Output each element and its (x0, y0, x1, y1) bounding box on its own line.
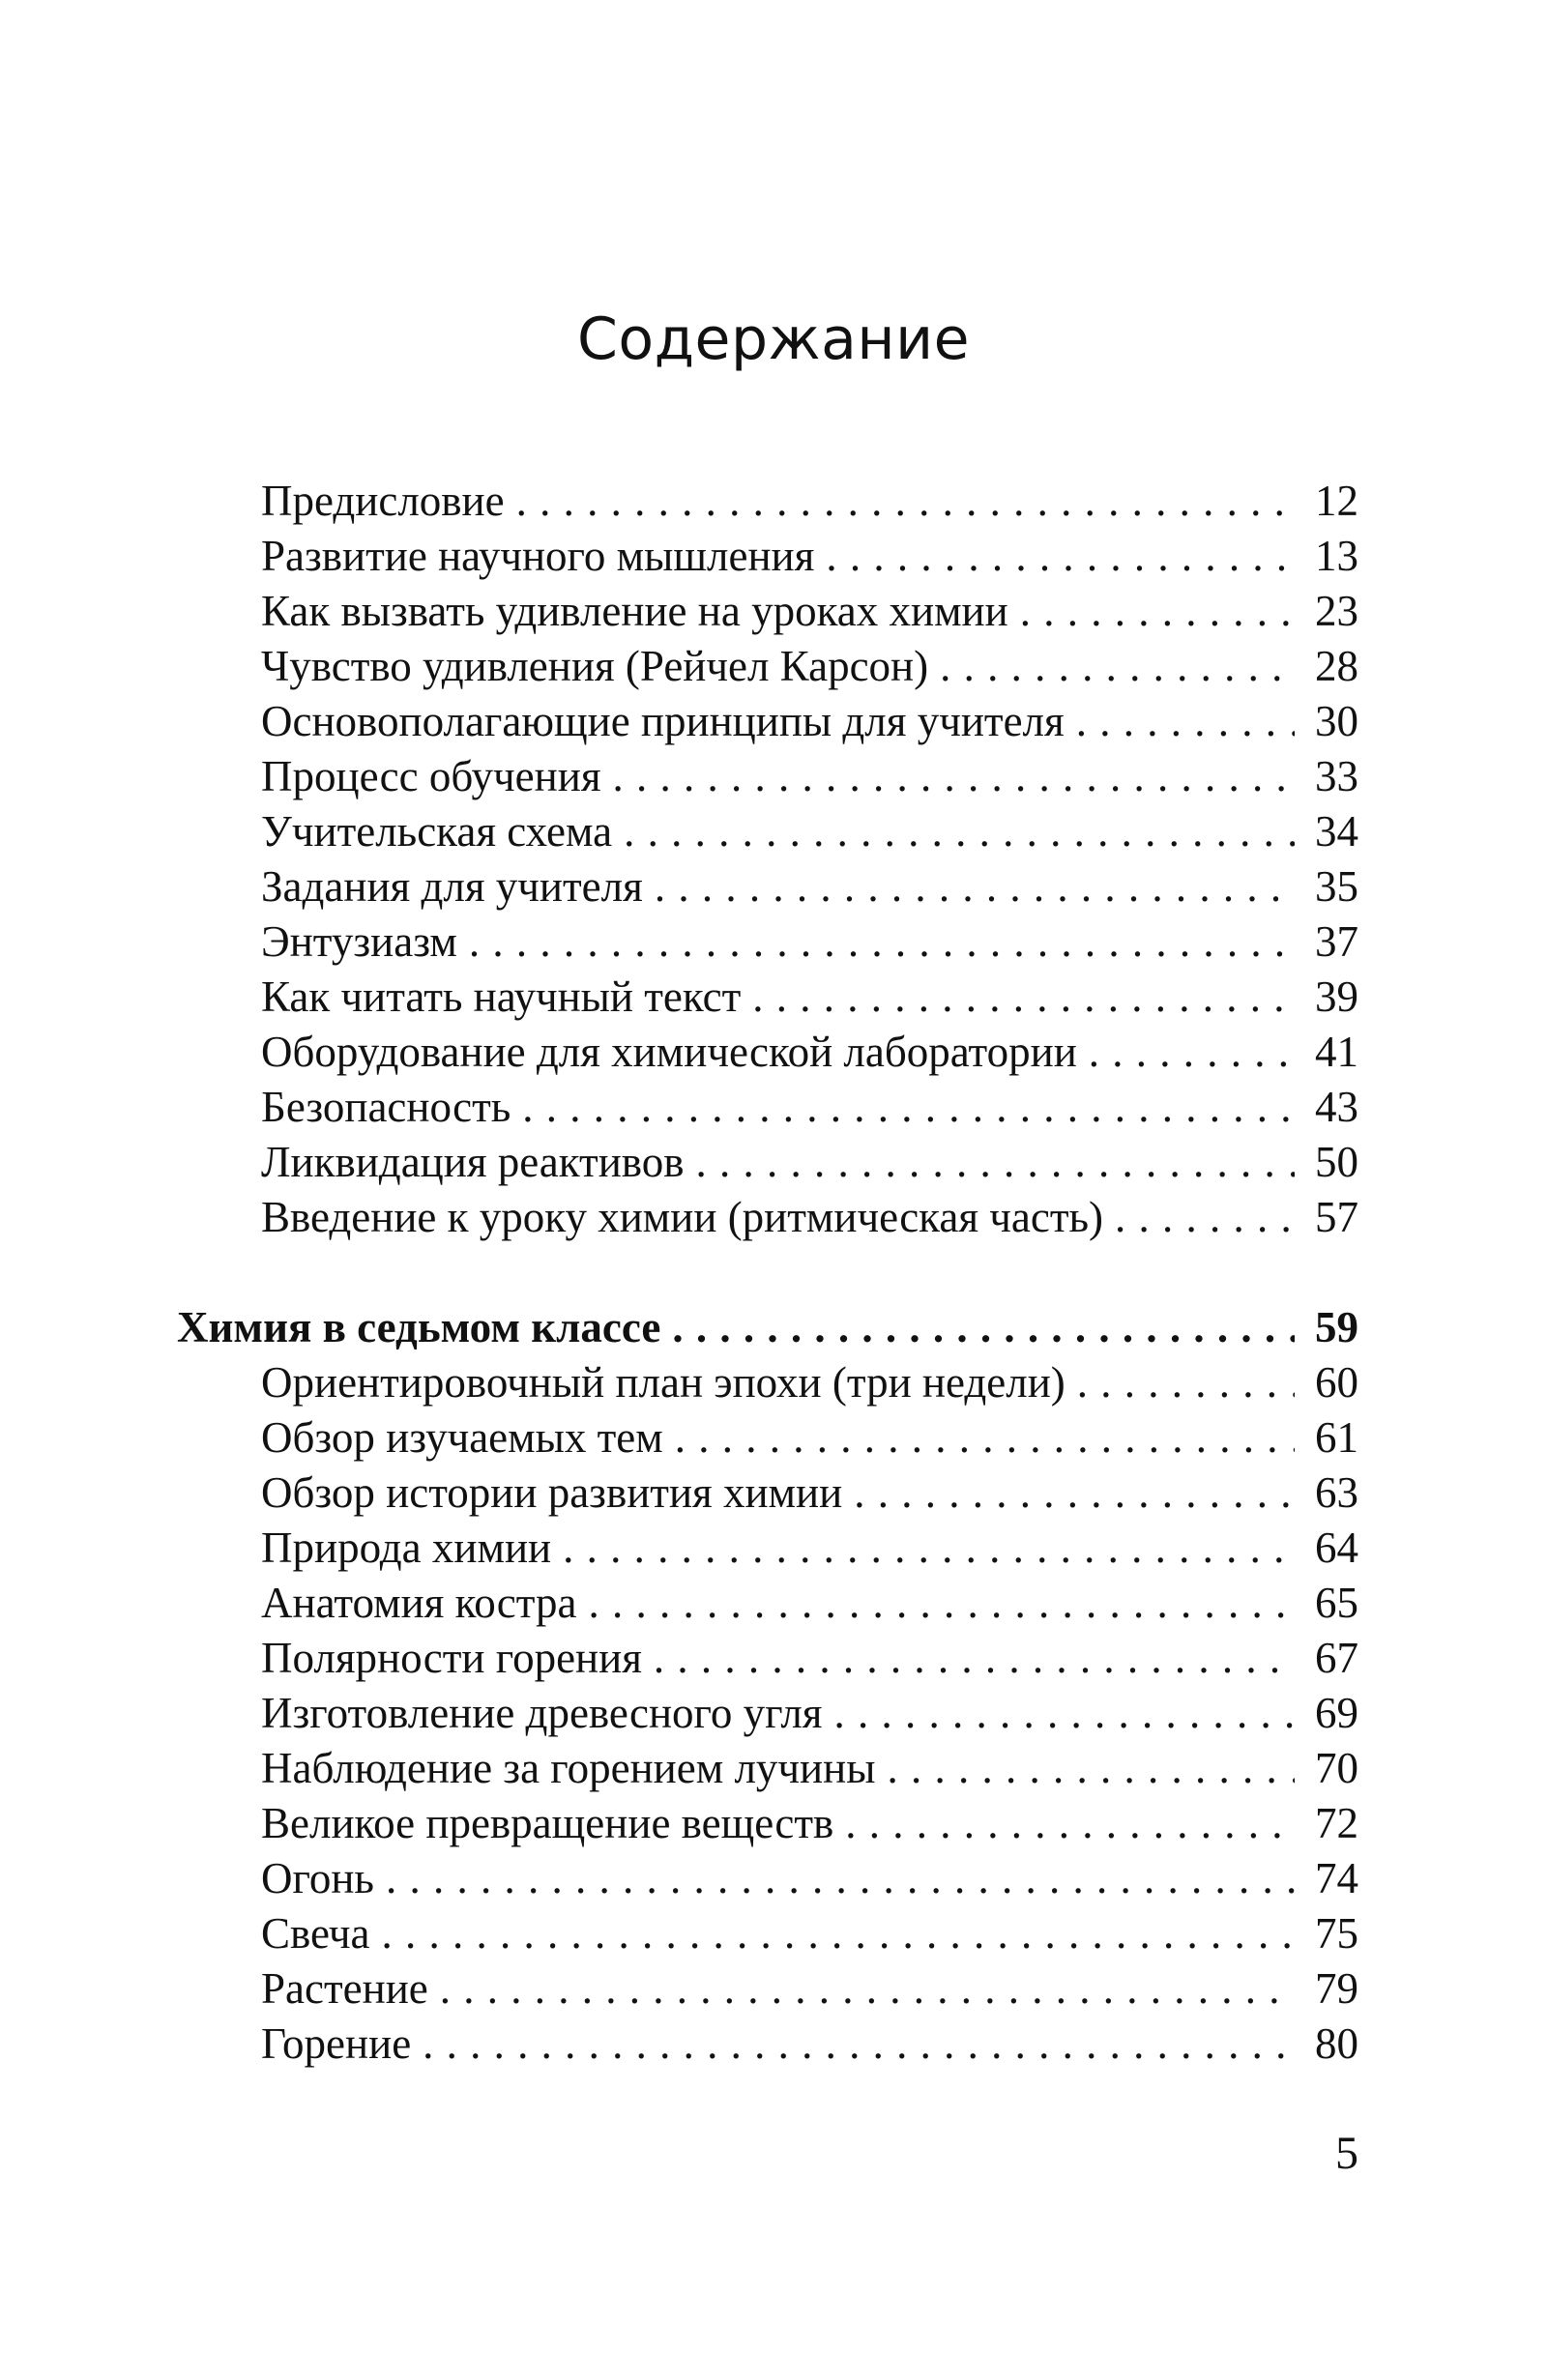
toc-entry-label: Ликвидация реактивов (261, 1138, 685, 1186)
dot-leader (522, 1080, 1295, 1134)
toc-entry (261, 639, 1358, 693)
dot-leader (386, 1851, 1295, 1905)
toc-entry-label: Процесс обучения (261, 752, 601, 800)
toc-entry-label: Как читать научный текст (261, 972, 742, 1021)
toc-entry-label: Наблюдение за горением лучины (261, 1744, 876, 1792)
toc-entry-page: 79 (1315, 1964, 1358, 2013)
dot-leader (752, 970, 1295, 1024)
dot-leader (516, 474, 1295, 528)
toc-entry-page: 30 (1315, 697, 1358, 745)
dot-leader (833, 1686, 1295, 1740)
dot-leader (826, 529, 1295, 583)
toc-entry-label: Горение (261, 2019, 412, 2068)
toc-entry (261, 1025, 1358, 1079)
dot-leader (588, 1576, 1295, 1630)
toc-entry (261, 970, 1358, 1024)
toc-entry (261, 1961, 1358, 2016)
dot-leader (1077, 1355, 1295, 1409)
toc-entry (261, 529, 1358, 583)
toc-entry (261, 749, 1358, 803)
dot-leader (672, 1300, 1295, 1354)
toc-entry (261, 1796, 1358, 1850)
toc-entry-label: Анатомия костра (261, 1579, 577, 1627)
toc-entry-label: Изготовление древесного угля (261, 1689, 823, 1737)
dot-leader (563, 1521, 1295, 1575)
toc-entry-label: Свеча (261, 1909, 370, 1958)
toc-entry-label: Полярности горения (261, 1634, 642, 1682)
toc-entry (261, 1355, 1358, 1409)
dot-leader (675, 1410, 1295, 1465)
dot-leader (1115, 1190, 1295, 1244)
toc-entry (261, 2017, 1358, 2071)
toc-entry-page: 13 (1315, 532, 1358, 580)
toc-entry-label: Ориентировочный план эпохи (три недели) (261, 1358, 1065, 1407)
toc-entry-page: 50 (1315, 1138, 1358, 1186)
dot-leader (469, 914, 1295, 969)
toc-entry (261, 1521, 1358, 1575)
toc-entry-page: 34 (1315, 807, 1358, 856)
dot-leader (695, 1135, 1295, 1189)
toc-entry-page: 64 (1315, 1524, 1358, 1572)
toc-entry-label: Развитие научного мышления (261, 532, 815, 580)
toc-entry-page: 61 (1315, 1413, 1358, 1462)
toc-entry-label: Растение (261, 1964, 428, 2013)
dot-leader (854, 1466, 1295, 1520)
toc-entry-label: Обзор изучаемых тем (261, 1413, 663, 1462)
toc-entry (261, 859, 1358, 914)
toc-entry-page: 41 (1315, 1028, 1358, 1076)
toc-entry (261, 584, 1358, 638)
dot-leader (940, 639, 1295, 693)
toc-entry-page: 65 (1315, 1579, 1358, 1627)
toc-entry-label: Огонь (261, 1854, 374, 1902)
toc-entry-page: 63 (1315, 1468, 1358, 1517)
toc-entry-page: 57 (1315, 1193, 1358, 1241)
toc-entry (261, 914, 1358, 969)
toc-entry-page: 72 (1315, 1799, 1358, 1847)
toc-entry (261, 1906, 1358, 1960)
toc-entry (261, 694, 1358, 748)
toc-entry-page: 43 (1315, 1083, 1358, 1131)
dot-leader (655, 859, 1295, 914)
toc-entry-page: 39 (1315, 972, 1358, 1021)
toc-entry-label: Безопасность (261, 1083, 511, 1131)
toc-entry (261, 804, 1358, 858)
toc-entry (261, 1410, 1358, 1465)
toc-entry-page: 12 (1315, 477, 1358, 525)
toc-entry-page: 67 (1315, 1634, 1358, 1682)
toc-entry-label: Природа химии (261, 1524, 552, 1572)
toc-section-label: Химия в седьмом классе (177, 1303, 661, 1351)
toc-entry-page: 28 (1315, 642, 1358, 690)
page-title: Содержание (576, 305, 971, 373)
toc-entry (261, 1135, 1358, 1189)
toc-entry-page: 80 (1315, 2019, 1358, 2068)
toc-entry-page: 69 (1315, 1689, 1358, 1737)
toc-section-page: 59 (1315, 1303, 1358, 1351)
toc-entry-label: Учительская схема (261, 807, 613, 856)
toc-entry (261, 1741, 1358, 1795)
toc-entry-label: Как вызвать удивление на уроках химии (261, 587, 1008, 635)
toc-entry-page: 60 (1315, 1358, 1358, 1407)
toc-entry-page: 74 (1315, 1854, 1358, 1902)
toc-entry-label: Великое превращение веществ (261, 1799, 834, 1847)
toc-entry (261, 1190, 1358, 1244)
dot-leader (613, 749, 1295, 803)
dot-leader (624, 804, 1295, 858)
dot-leader (1020, 584, 1295, 638)
toc-entry-page: 23 (1315, 587, 1358, 635)
toc-section-heading (177, 1300, 1358, 1354)
toc-entry (261, 1851, 1358, 1905)
dot-leader (654, 1631, 1295, 1685)
dot-leader (887, 1741, 1295, 1795)
dot-leader (423, 2017, 1295, 2071)
dot-leader (1089, 1025, 1295, 1079)
dot-leader (1076, 694, 1295, 748)
toc-entry-label: Введение к уроку химии (ритмическая часть) (261, 1193, 1104, 1241)
toc-entry-label: Задания для учителя (261, 862, 643, 911)
toc-entry-page: 37 (1315, 917, 1358, 966)
toc-entry-label: Чувство удивления (Рейчел Карсон) (261, 642, 929, 690)
dot-leader (381, 1906, 1295, 1960)
toc-entry-page: 35 (1315, 862, 1358, 911)
toc-entry (261, 1631, 1358, 1685)
dot-leader (440, 1961, 1295, 2016)
toc-entry (261, 474, 1358, 528)
toc-entry (261, 1686, 1358, 1740)
toc-entry (261, 1080, 1358, 1134)
toc-entry-label: Основополагающие принципы для учителя (261, 697, 1065, 745)
toc-entry (261, 1466, 1358, 1520)
toc-entry-page: 33 (1315, 752, 1358, 800)
toc-entry-page: 75 (1315, 1909, 1358, 1958)
toc-entry-label: Предисловие (261, 477, 505, 525)
page-number: 5 (1335, 2128, 1358, 2179)
toc-entry (261, 1576, 1358, 1630)
dot-leader (845, 1796, 1295, 1850)
toc-entry-label: Обзор истории развития химии (261, 1468, 843, 1517)
toc-entry-label: Оборудование для химической лаборатории (261, 1028, 1077, 1076)
toc-entry-page: 70 (1315, 1744, 1358, 1792)
toc-entry-label: Энтузиазм (261, 917, 457, 966)
